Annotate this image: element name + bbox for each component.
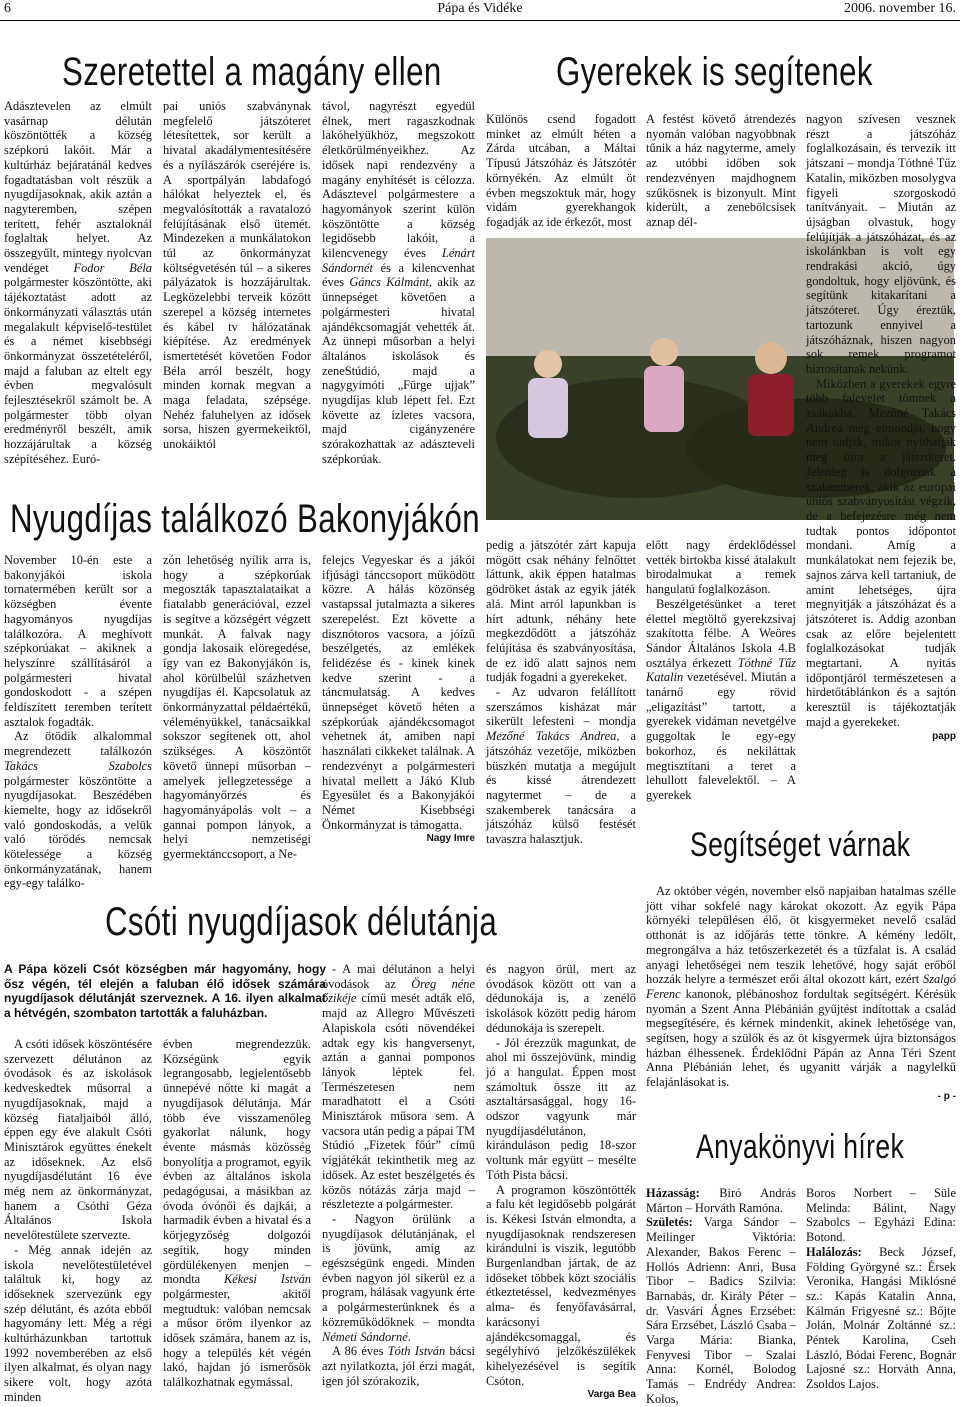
registry-column: Boros Norbert – Süle Melinda: Bálint, Nagy Szabolcs – Egyházi Edina: Botond. Halálozás: Beck József, Földing Györgyné sz.: Érsek Veronika, Hangási Miklósné sz.: Kapás Katalin Anna, Kálmán Frigyesné sz.: Bőjte Jolán, Molnár Zoltánné sz.: Péntek Karolina, Cseh László, Bódai Ferenc, Bognár Lajosné sz.: Horváth Anna, Zsoldos Lajos. [806, 1186, 956, 1392]
article-column: Adásztevelen az elmúlt vasárnap délután köszöntötték a község szépkorú lakóit. Már a kultúrház bejáratánál kedves fogadtatásban volt részük a nyugdíjasoknak, akik aztán a nagyteremben, szépen terített, fehér asztaloknál foglaltak helyet. Az összegyűlt, mintegy nyolcvan vendéget Fodor Béla polgármester köszöntötte, aki tájékoztatást adott az önkormányzati választás után megalakult képviselő-testület és a német kisebbségi önkormányzat összetételéről, majd a faluban az eltelt egy évben megvalósult fejlesztésekről számolt be. A polgármester több olyan eredményről beszélt, amik hozzájárultak a község szépítéséhez. Euró- [4, 99, 152, 466]
child-body [528, 378, 568, 438]
registry-column: Házasság: Biró András Márton – Horváth Ramóna. Születés: Varga Sándor – Meilinger Viktória: Alexander, Bakos Ferenc – Hollós Adrienn: Anri, Busa Tibor – Badics Szilvia: Barnabás, dr. Király Péter – dr. Vasvári Ágnes Erzsébet: Sára Erzsébet, László Csaba – Varga Mária: Bianka, Fenyvesi Tibor – Szalai Anna: Kornél, Bolodog Tamás – Endrédy Andrea: Kolos, [646, 1186, 796, 1406]
article-column: távol, nagyrészt egyedül élnek, mert ragaszkodnak lakóhelyükhöz, megszokott életkörülményeikhez. Az idősek napi rendezvény a magány enyhítését is célozza. Adásztevel polgármestere a hagyományok szerint külön köszöntötte a község legidősebb lakóit, a kilencvenegy éves Lénárt Sándornét és a kilencvenhat éves Gáncs Kálmánt, akik az ünnepséget követően a polgármesteri hivatal ajándékcsomagját vehették át. Az ünnepi műsorban a helyi általános iskolások és zeneStúdió, majd a nagygyimóti „Fürge ujjak” nyugdíjas klub lépett fel. Ezt követte az ízletes vacsora, majd cigányzenére szórakozhattak az adászteveli szépkorúak. [322, 99, 476, 466]
publication-name: Pápa és Vidéke [437, 1, 523, 16]
article-column: - A mai délutánon a helyi óvodások az Öreg néne őzikéje című mesét adták elő, majd az Allegro Művészeti Alapiskola csóti növendékei adtak egy kis hangversenyt, aztán a gannai pomponos lányok léptek fel. Természetesen nem maradhatott el a Csóti Minisztárok műsora sem. A vacsora után pedig a pápai TM Stúdió „Fizetek főúr” című vígjátékát tekinthetik meg az idősek. Az estet beszélgetés és közös nótázás zárja majd – részletezte a polgármester. - Nagyon örülünk a nyugdíjasok délutánjának, el is jövünk, amíg az egészségünk engedi. Minden évben nagyon jól sikerül ez a program, hálásak vagyunk érte a polgármesterünknek és a közreműködőknek – mondta Németi Sándorné. A 86 éves Tóth István bácsi azt nyilatkozta, jól érzi magát, igen jól szórakozik, [322, 962, 475, 1388]
article-title-segitseget: Segítséget várnak [690, 826, 911, 864]
article-column: A festést követő átrendezés nyomán valóban nagyobbnak tűnik a ház nagyterme, amely az utóbbi időben sok rendezvényen majdhognem szűkösnek is bizonyult. Mint kiderült, a zenebölcsisek aznap dél- [646, 112, 796, 229]
child-body [644, 366, 684, 432]
article-title-gyerekek: Gyerekek is segítenek [556, 50, 873, 94]
article-column: pai uniós szabványnak megfelelő játszóteret létesítettek, sor került a hivatal akadálymentesítésére és a nyílászárók cseréjére is. A sportpályán labdafogó hálókat helyeztek el, és megvalósították a ravatalozó felújításának első ütemét. Mindezeken a munkálatokon túl az önkormányzat költségvetésén túl – a sikeres pályázatok is hozzájárultak. Legközelebbi terveik között szerepel a község internetes és kábel tv hálózatának kiépítése. Az eredmények ismertetését követően Fodor Béla arról beszélt, hogy minden kornak megvan a maga feladata, szépsége. Nehéz faluhelyen az idősek sorsa, hiszen gyermekeiktől, unokáiktól [163, 99, 311, 452]
child-head [650, 338, 678, 366]
article-column: nagyon szívesen vesznek részt a játszóház foglalkozásain, és tervezik itt játszani – mondja Tóthné Tűz Katalin, miközben mosolygva figyeli szorgoskodó tanítványait. – Miután az újságban olvastuk, hogy felújítják a játszóházat, és az iskolánkban is volt egy rendrakási akció, úgy gondoltuk, hogy eljövünk, és segítünk kitakarítani a játszóteret. Úgy éreztük, tartozunk ennyivel a játszóháznak, hiszen nagyon sok remek programot biztosítanak nekünk. Miközben a gyerekek egyre több falevelet tömnek a zsákokba, Mezőné Takács Andrea még elmondja, hogy nem tudják, mikor nyithatják meg újra a játszóteret. Jelenleg is dolgoznak a szakemberek, akik az európai uniós szabványosítást végzik, de a befejezésre még nem tudtak pontos időpontot mondani. Amíg a munkálatokat nem fejezik be, sajnos zárva kell tartaniuk, de amint lehetséges, újra megnyitják a játszóházat és a játszóteret is. Addig azonban csak az előre bejelentett foglalkozásokat tudják megtartani. A nyitás időpontjáról természetesen a hirdetőtáblánkon és a sajtón keresztül is tájékoztatják majd a gyerekeket. papp [806, 112, 956, 742]
article-lead: A Pápa közeli Csót községben már hagyomány, hogy ősz végén, tél elején a faluban élő idősek számára nyugdíjasok délutánját szerveznek. A 16. ilyen alkalmat a hétvégén, szombaton tartották a faluházban. [4, 962, 326, 1020]
article-body: Az október végén, november első napjaiban hatalmas szélle jött vihar sokfelé nagy károkat okozott. Az egyik Pápa környéki településen élő, öt kisgyermeket nevelő család otthonát is az időjárás tette tönkre. A kémény ledőlt, megrongálva a ház tetőszerkezetét és a tűzfalat is. A család anyagi lehetőségei nem teszik lehetővé, hogy saját erőből hozzák helyre a természet erői által okozott kárt, ezért Szalgó Ferenc kanonok, plébánoshoz fordultak segítségért. Kérésük nyomán a Szent Anna Plébánián gyűjtést indítottak a család megsegítésére, és kérnek mindenkit, akinek lehetősége van, segítsen, hogy a szülők és az öt kisgyermek újra biztonságos házban élhessenek. Érdeklődni Pápán az Anna Téri Szent Anna Plébánián lehet, és ugyanitt várják a nagylelkű felajánlásokat is. - p - [646, 884, 956, 1102]
article-column: évben megrendezzük. Községünk egyik legrangosabb, legjelentősebb ünnepévé nőtte ki magát a nyugdíjasok délutánja. Már több éve visszamenőleg gyakorlat nálunk, hogy évente másmás közösség bonyolítja a programot, egyik évben az általános iskola pedagógusai, a másikban az óvoda óvónői és dajkái, a harmadik évben a hivatal és a körjegyzőség dolgozói segítik, hogy minden gördülékenyen menjen – mondta Kékesi István polgármester, akitől megtudtuk: valóban nemcsak a műsor öröm ilyenkor az idősek számára, hanem az is, hogy a település két végén lakó, hajdan jó ismerősök találkozhatnak egymással. [163, 1037, 312, 1390]
child-body [748, 374, 794, 436]
page-number: 6 [4, 1, 11, 16]
article-title-anyakonyvi: Anyakönyvi hírek [696, 1128, 905, 1166]
article-column: és nagyon örül, mert az óvodások között ott van a dédunokája is, a zenélő iskolások között pedig három dédunokája is szerepelt. - Jól érezzük magunkat, de ahol mi összejövünk, mindig jó a hangulat. Éppen most számoltuk össze itt az asztaltársasággal, hogy 16-odszor vagyunk már nyugdíjasdélutánon, kiránduláson pedig 18-szor voltunk már együtt – mesélte Tóth Pista bácsi. A programon köszöntötték a falu két legidősebb polgárát is. Kékesi István elmondta, a nyugdíjasoknak rendszeresen kirándulni is viszik, legutóbb Burgenlandban jártak, de az időseket többek közt szociális étkeztetéssel, kedvezményes alma- és fenyőfavásárral, karácsonyi ajándékcsomaggal, és segélyhívó jelzőkészülékek kihelyezésével is segítik Csóton. Varga Bea [486, 962, 636, 1401]
child-head [755, 342, 787, 374]
article-column: Különös csend fogadott minket az elmúlt héten a Zárda utcában, a Máltai Típusú Játszóház és Játszótér környékén. Az elmúlt öt évben megszoktuk már, hogy vidám gyerekhangok fogadják az ide érkezőt, most [486, 112, 636, 229]
article-column: pedig a játszótér zárt kapuja mögött csak néhány felnőttet láttunk, akik éppen hatalmas gödröket ástak az egyik játék alá. Mint arról lapunkban is hírt adtunk, néhány hete megkezdődött a játszóház felújítása és szabványosítása, de ez idő alatt sajnos nem tudják fogadni a gyerekeket. - Az udvaron felállított szerszámos kisházat már sikerült lefesteni – mondja Mezőné Takács Andrea, a játszóház vezetője, miközben büszkén mutatja a megújult és kissé átrendezett nagytermet – de a szakemberek tanácsára a játszóház külső festését tavaszra halasztjuk. [486, 538, 636, 847]
article-column: előtt nagy érdeklődéssel vették birtokba kissé átalakult birodalmukat a remek hangulatú foglalkozáson. Beszélgetésünket a teret élettel megtöltő gyerekzsivaj szakította félbe. A Weöres Sándor Általános Iskola 4.B osztálya érkezett Tóthné Tűz Katalin vezetésével. Miután a tanárnő egy rövid „eligazítást” tartott, a gyerekek vidáman nevetgélve guggoltak le egy-egy bokorhoz, és nekiláttak megtisztítani a teret a lehullott falevelektől. – A gyerekek [646, 538, 796, 802]
article-title-szeretettel: Szeretettel a magány ellen [62, 50, 442, 94]
article-title-csot: Csóti nyugdíjasok délutánja [105, 900, 498, 944]
article-column: felejcs Vegyeskar és a jákói ifjúsági tánccsoport működött közre. A hálás közönség vastapssal jutalmazta a sikeres szerepelést. Ezt követte a disznótoros vacsora, a jóízű beszélgetés, az emlékek felidézése és - kinek kinek kedve szerint - a táncmulatság. A kedves ünnepséget követő héten a szépkorúak ajándékcsomagot vehetnek át, amiben napi használati cikkeket találnak. A rendezvényt a polgármesteri hivatal mellett a Jákó Klub Egyesület és a Bakonyjákói Német Kisebbségi Önkormányzat is támogatta. Nagy Imre [322, 553, 475, 845]
article-column: November 10-én este a bakonyjákói iskola tornatermében került sor a községben évente hagyományos nyugdíjas találkozóra. A meghívott szépkorúakat – akiknek a helyszínre szállításáról a polgármesteri hivatal gondoskodott - a szépen feldíszített teremben terített asztalok fogadták. Az ötödik alkalommal megrendezett találkozón Takács Szabolcs polgármester köszöntötte a nyugdíjasokat. Beszédében kiemelte, hogy az idősekről való gondoskodás, a velük való törődés nemcsak kötelessége a község önkormányzatának, hanem egy-egy találko- [4, 553, 152, 891]
article-title-bakonyjako: Nyugdíjas találkozó Bakonyjákón [10, 497, 480, 541]
issue-date: 2006. november 16. [844, 1, 956, 16]
article-column: A csóti idősek köszöntésére szervezett délutánon az óvodások és az iskolások kedveskedtek műsorral a nyugdíjasoknak, majd a község fiataljaiból álló, éppen egy éve alakult Csóti Minisztárok együttes énekelt az időseknek. Az első nyugdíjasdélutánt 16 éve még nem az önkormányzat, hanem a Csóthi Géza Általános Iskola nevelőtestülete szervezte. - Még annak idején az iskola nevelőtestületével találtuk ki, hogy az időseknek szervezünk egy szép délutánt, és azóta ebből hagyomány lett. Még a régi kultúrházunkban tartottuk 1992 novemberében az első ilyen alkalmat, és olyan nagy sikere volt, hogy azóta minden [4, 1037, 152, 1404]
article-column: zón lehetőség nyílik arra is, hogy a szépkorúak megoszták tapasztalataikat a fiatalabb generációval, ezzel is segítve a községért végzett munkát. A falvak nagy gondja lakosaik elöregedése, így van ez Bakonyjákón is, ahol körülbelül százhetven nyugdíjas él. Kapcsolatuk az önkormányzattal példaértékű, véleményükkel, tanácsaikkal sokszor segítenek ott, ahol szükséges. A köszöntőt követő ünnepi műsorban – amelyek jellegzetessége a hagyományőrzés és hagyományápolás volt – a gannai pompon lányok, a helyi nemzetiségi gyermektánccsoport, a Ne- [163, 553, 311, 862]
page-header [0, 0, 960, 21]
child-head [534, 350, 562, 378]
